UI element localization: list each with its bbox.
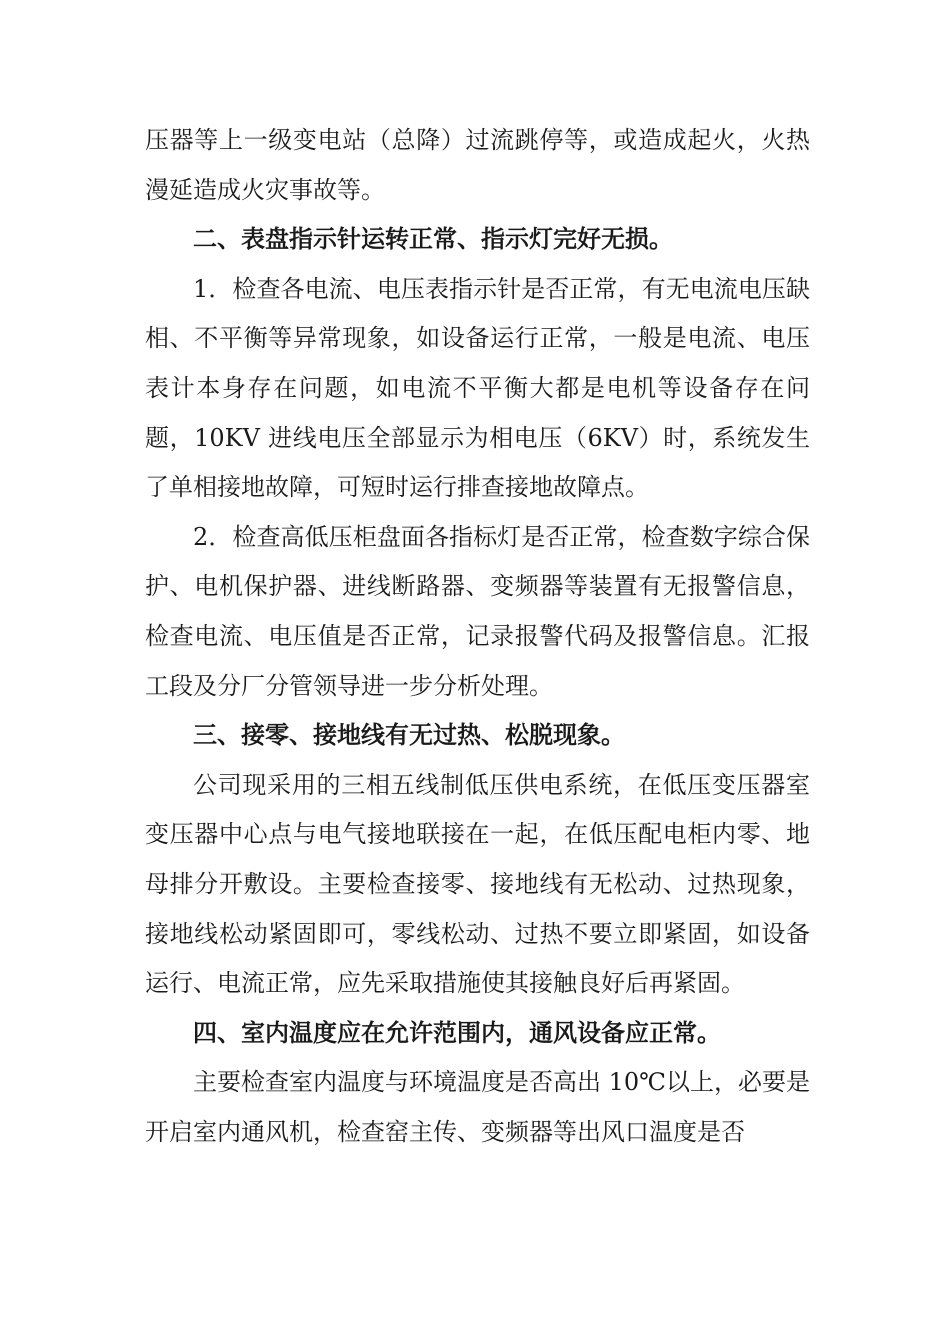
paragraph-temperature: 主要检查室内温度与环境温度是否高出 10℃以上，必要是开启室内通风机，检查窑主传、变频器等出风口温度是否 xyxy=(145,1068,811,1146)
section-heading-3: 三、接零、接地线有无过热、松脱现象。 xyxy=(193,721,625,750)
paragraph-item-2: 2．检查高低压柜盘面各指标灯是否正常，检查数字综合保护、电机保护器、进线断路器、变频器等装置有无报警信息，检查电流、电压值是否正常，记录报警代码及报警信息。汇报工段及分厂分管领导进一步分析处理。 xyxy=(145,522,810,700)
paragraph-grounding: 公司现采用的三相五线制低压供电系统，在低压变压器室变压器中心点与电气接地联接在一起，在低压配电柜内零、地母排分开敷设。主要检查接零、接地线有无松动、过热现象，接地线松动紧固即可，零线松动、过热不要立即紧固，如设备运行、电流正常，应先采取措施使其接触良好后再紧固。 xyxy=(145,770,810,998)
section-heading-4: 四、室内温度应在允许范围内，通风设备应正常。 xyxy=(193,1018,721,1047)
paragraph-continuation: 压器等上一级变电站（总降）过流跳停等，或造成起火，火热漫延造成火灾事故等。 xyxy=(145,126,810,204)
section-heading-2: 二、表盘指示针运转正常、指示灯完好无损。 xyxy=(193,225,673,254)
document-body xyxy=(145,116,810,1157)
paragraph-item-1: 1．检查各电流、电压表指示针是否正常，有无电流电压缺相、不平衡等异常现象，如设备运行正常，一般是电流、电压表计本身存在问题，如电流不平衡大都是电机等设备存在问题，10KV 进线电压全部显示为相电压（6KV）时，系统发生了单相接地故障，可短时运行排查接地故障点。 xyxy=(145,274,810,502)
